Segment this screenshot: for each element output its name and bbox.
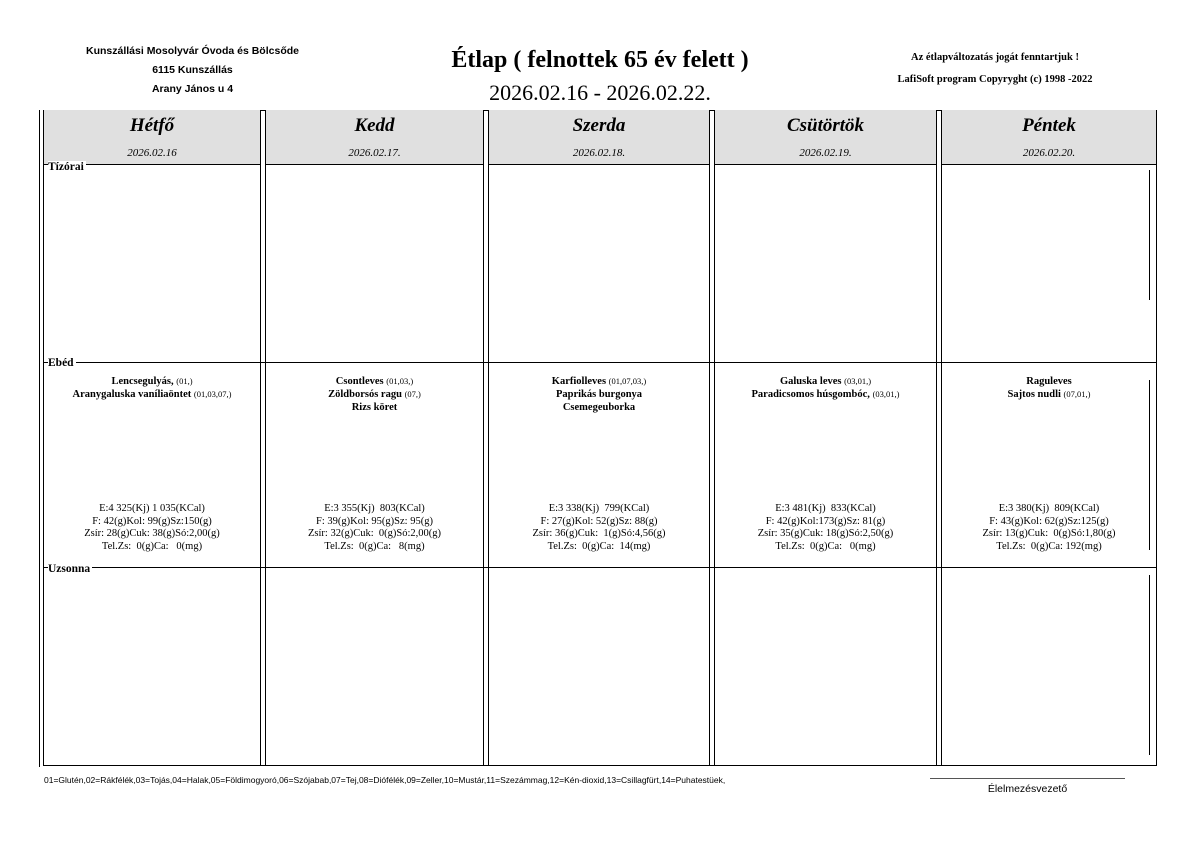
title-block (400, 44, 800, 109)
institution-street: Arany János u 4 (151, 83, 234, 95)
dish-name: Csontleves (335, 376, 384, 387)
day-header (266, 110, 483, 165)
dish-line (941, 375, 1157, 388)
dish-line (488, 375, 710, 388)
day-header (44, 110, 260, 165)
dish-line (714, 375, 937, 388)
nutrition-tuesday (265, 503, 484, 553)
nutrition-energy: E:3 355(Kj) 803(KCal) (324, 503, 425, 514)
day-column-friday (941, 110, 1157, 766)
dish-name: Lencsegulyás, (111, 376, 174, 387)
nutrition-thursday (714, 503, 937, 553)
dish-name: Paprikás burgonya (555, 389, 643, 400)
dish-name: Zöldborsós ragu (328, 389, 402, 400)
nutrition-protein: F: 39(g)Kol: 95(g)Sz: 95(g) (316, 515, 433, 527)
day-date: 2026.02.20. (1022, 147, 1076, 159)
nutrition-fat: Zsír: 28(g)Cuk: 38(g)Só:2,00(g) (84, 528, 220, 539)
lunch-menu-friday (941, 375, 1157, 401)
day-name: Hétfő (129, 115, 175, 136)
dish-allergens: (01,03,) (386, 376, 414, 386)
dish-line (488, 401, 710, 414)
dish-line (265, 401, 484, 414)
day-column-thursday (714, 110, 937, 766)
nutrition-fat: Zsír: 36(g)Cuk: 1(g)Só:4,56(g) (532, 528, 666, 539)
section-divider (43, 567, 1157, 568)
day-name: Kedd (354, 115, 395, 136)
dish-name: Csemegeuborka (562, 402, 636, 413)
dish-allergens: (03,01,) (844, 376, 872, 386)
nutrition-energy: E:4 325(Kj) 1 035(KCal) (99, 503, 205, 514)
institution-name: Kunszállási Mosolyvár Óvoda és Bölcsőde (86, 45, 299, 57)
day-column-monday (43, 110, 261, 766)
dish-name: Galuska leves (779, 376, 842, 387)
dish-allergens: (07,01,) (1063, 389, 1091, 399)
lunch-menu-wednesday (488, 375, 710, 414)
dish-line (43, 375, 261, 388)
dish-name: Sajtos nudli (1007, 389, 1061, 400)
dish-name: Aranygaluska vaníliaöntet (72, 389, 192, 400)
dish-line (265, 375, 484, 388)
nutrition-satfat: Tel.Zs: 0(g)Ca: 8(mg) (324, 540, 425, 552)
allergen-legend: 01=Glutén,02=Rákfélék,03=Tojás,04=Halak,05=Földimogyoró,06=Szójabab,07=Tej,08=Diófélék,09=Zeller,10=Mustár,11=Szezámmag,12=Kén-dioxid,13=Csillagfürt,14=Puhatestüek, (44, 775, 726, 785)
dish-allergens: (01,07,03,) (608, 376, 647, 386)
day-date: 2026.02.18. (572, 147, 626, 159)
dish-allergens: (01,03,07,) (193, 389, 232, 399)
nutrition-fat: Zsír: 35(g)Cuk: 18(g)Só:2,50(g) (757, 528, 894, 539)
nutrition-protein: F: 42(g)Kol:173(g)Sz: 81(g) (765, 515, 886, 527)
nutrition-satfat: Tel.Zs: 0(g)Ca: 14(mg) (547, 540, 651, 552)
section-label-uzsonna: Uzsonna (48, 563, 91, 575)
nutrition-satfat: Tel.Zs: 0(g)Ca: 0(mg) (775, 540, 876, 552)
dish-name: Paradicsomos húsgombóc, (751, 389, 870, 400)
day-name: Csütörtök (786, 115, 865, 136)
section-label-tizorai: Tízórai (48, 161, 84, 173)
edge-mark (1149, 575, 1150, 755)
nutrition-satfat: Tel.Zs: 0(g)Ca: 192(mg) (996, 540, 1102, 552)
dish-allergens: (03,01,) (872, 389, 900, 399)
section-label-ebed: Ebéd (48, 357, 74, 369)
dish-line (43, 388, 261, 401)
date-range: 2026.02.16 - 2026.02.22. (489, 80, 711, 105)
nutrition-protein: F: 42(g)Kol: 99(g)Sz:150(g) (92, 515, 212, 527)
nutrition-wednesday (488, 503, 710, 553)
day-date: 2026.02.16 (127, 147, 177, 159)
institution-block (60, 42, 325, 99)
nutrition-satfat: Tel.Zs: 0(g)Ca: 0(mg) (101, 540, 203, 552)
day-column-wednesday (488, 110, 710, 766)
lunch-menu-monday (43, 375, 261, 401)
page-title: Étlap ( felnottek 65 év felett ) (451, 47, 749, 73)
day-header (489, 110, 709, 165)
day-name: Péntek (1022, 115, 1076, 136)
nutrition-fat: Zsír: 13(g)Cuk: 0(g)Só:1,80(g) (982, 528, 1116, 539)
nutrition-friday (941, 503, 1157, 553)
dish-name: Karfiolleves (551, 376, 607, 387)
nutrition-fat: Zsír: 32(g)Cuk: 0(g)Só:2,00(g) (308, 528, 441, 539)
day-header (942, 110, 1156, 165)
notice-block (860, 47, 1130, 91)
nutrition-energy: E:3 338(Kj) 799(KCal) (548, 503, 650, 514)
dish-line (488, 388, 710, 401)
day-date: 2026.02.19. (799, 147, 852, 159)
nutrition-protein: F: 27(g)Kol: 52(g)Sz: 88(g) (540, 515, 658, 527)
dish-line (941, 388, 1157, 401)
dish-name: Raguleves (1026, 376, 1072, 387)
nutrition-monday (43, 503, 261, 553)
dish-name: Rizs köret (351, 402, 398, 413)
day-header (715, 110, 936, 165)
section-divider (43, 362, 1157, 363)
institution-zip-city: 6115 Kunszállás (152, 64, 233, 76)
signature-label: Élelmezésvezető (987, 783, 1068, 795)
dish-line (265, 388, 484, 401)
nutrition-protein: F: 43(g)Kol: 62(g)Sz:125(g) (989, 515, 1109, 527)
day-column-tuesday (265, 110, 484, 766)
nutrition-energy: E:3 380(Kj) 809(KCal) (998, 503, 1100, 514)
signature-line (930, 778, 1125, 779)
day-name: Szerda (572, 115, 626, 136)
dish-allergens: (01,) (176, 376, 193, 386)
lunch-menu-thursday (714, 375, 937, 401)
day-date: 2026.02.17. (348, 147, 401, 159)
dish-line (714, 388, 937, 401)
edge-mark (1149, 170, 1150, 300)
lunch-menu-tuesday (265, 375, 484, 414)
change-notice: Az étlapváltozatás jogát fenntartjuk ! (911, 52, 1079, 63)
copyright-notice: LafiSoft program Copyryght (c) 1998 -2022 (897, 74, 1093, 85)
nutrition-energy: E:3 481(Kj) 833(KCal) (775, 503, 876, 514)
dish-allergens: (07,) (404, 389, 421, 399)
